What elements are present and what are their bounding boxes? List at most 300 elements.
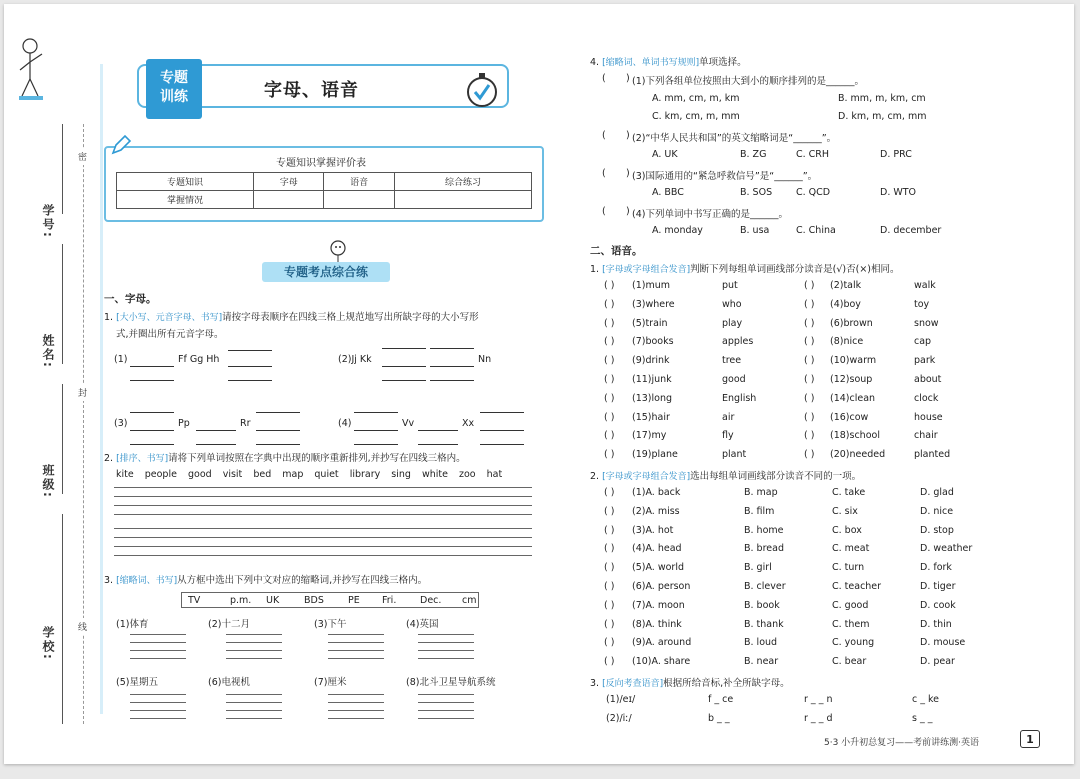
writing-line[interactable] xyxy=(328,642,384,643)
feng-char: 封 xyxy=(78,384,87,401)
answer-paren[interactable]: ( ) xyxy=(604,430,615,442)
word: sing xyxy=(391,469,411,480)
q1-item-label: (1) xyxy=(114,354,128,365)
word-left: (19)plane xyxy=(632,449,678,461)
fill-word[interactable]: r _ _ n xyxy=(804,694,833,705)
blue-margin-bar xyxy=(100,64,103,714)
q3-item: (8)北斗卫星导航系统 xyxy=(406,677,496,688)
xian-char: 线 xyxy=(78,618,87,635)
option-d: D. tiger xyxy=(920,581,956,592)
answer-line[interactable] xyxy=(228,380,272,381)
answer-line[interactable] xyxy=(130,430,174,431)
writing-line[interactable] xyxy=(226,634,282,635)
class-label: 班级: xyxy=(41,464,55,499)
word-right-pair: about xyxy=(914,374,942,385)
answer-paren[interactable]: ( ) xyxy=(804,336,815,348)
writing-line[interactable] xyxy=(226,642,282,643)
q1-item-letters: Vv xyxy=(402,418,415,429)
answer-line[interactable] xyxy=(130,366,174,367)
paren-close: ) xyxy=(626,168,630,179)
writing-line[interactable] xyxy=(418,694,474,695)
pencil-icon xyxy=(110,134,132,160)
option-c: C. young xyxy=(832,637,875,649)
q4-option: A. mm, cm, m, km xyxy=(652,93,740,104)
q1-item-letters: Pp xyxy=(178,418,190,429)
writing-line[interactable] xyxy=(130,710,186,711)
q3-line xyxy=(104,572,427,586)
answer-paren[interactable]: ( ) xyxy=(604,374,615,385)
q3-item: (5)星期五 xyxy=(116,677,158,688)
part2-heading: 二、语音。 xyxy=(590,245,643,257)
p2q1-text: 判断下列每组单词画线部分读音是(√)否(×)相同。 xyxy=(690,264,900,275)
writing-line[interactable] xyxy=(114,537,532,538)
writing-line[interactable] xyxy=(114,487,532,488)
paren-open[interactable]: ( xyxy=(602,206,606,217)
answer-paren[interactable]: ( ) xyxy=(804,411,815,423)
writing-line[interactable] xyxy=(418,634,474,635)
mi-char: 密 xyxy=(78,148,87,165)
name-line xyxy=(62,244,63,364)
answer-paren[interactable]: ( ) xyxy=(604,505,615,517)
word: good xyxy=(187,469,212,480)
q4-stem: (4)下列单词中书写正确的是______。 xyxy=(632,209,788,220)
eval-cell: 字母 xyxy=(254,173,324,191)
q1-item-letters: Xx xyxy=(462,418,475,429)
q4-option: D. december xyxy=(880,225,942,236)
writing-line[interactable] xyxy=(226,718,282,719)
writing-line[interactable] xyxy=(114,528,532,529)
answer-line[interactable] xyxy=(228,366,272,367)
paren-open[interactable]: ( xyxy=(602,130,606,141)
fill-word[interactable]: b _ _ xyxy=(708,713,730,724)
tag-line-1: 专题 xyxy=(160,70,188,86)
answer-line[interactable] xyxy=(256,430,300,431)
option-a: (9)A. around xyxy=(632,637,692,649)
option-d: D. weather xyxy=(920,543,973,555)
footer-text: 5·3 小升初总复习——考前讲练测·英语 xyxy=(824,738,980,748)
word-right-pair: toy xyxy=(914,298,930,310)
q2-tag: [排序、书写] xyxy=(116,454,169,464)
answer-paren[interactable]: ( ) xyxy=(604,543,615,555)
option-a: (10)A. share xyxy=(632,656,691,668)
eval-cell: 综合练习 xyxy=(394,173,531,191)
answer-paren[interactable]: ( ) xyxy=(604,298,615,310)
p2q1-line xyxy=(590,261,899,275)
q4-option: A. UK xyxy=(652,149,678,160)
q4-option: D. WTO xyxy=(880,187,917,198)
q4-text: 单项选择。 xyxy=(699,57,747,68)
q4-option: C. CRH xyxy=(796,149,830,160)
answer-paren[interactable]: ( ) xyxy=(804,280,815,291)
fill-word[interactable]: s _ _ xyxy=(912,713,933,724)
q3-item: (4)英国 xyxy=(406,619,439,630)
writing-line[interactable] xyxy=(226,702,282,703)
word-left-pair: who xyxy=(722,298,742,310)
option-b: B. thank xyxy=(744,618,784,630)
answer-paren[interactable]: ( ) xyxy=(604,618,615,630)
word-left: (5)train xyxy=(632,317,668,329)
option-b: B. loud xyxy=(744,637,778,649)
option-c: C. box xyxy=(832,524,862,536)
q3-num: 3. xyxy=(104,575,114,586)
option-a: (1)A. back xyxy=(632,487,681,498)
option-c: C. bear xyxy=(832,656,867,668)
option-b: B. girl xyxy=(744,562,772,574)
fill-word[interactable]: r _ _ d xyxy=(804,713,833,724)
answer-line[interactable] xyxy=(480,444,524,445)
word-right-pair: planted xyxy=(914,449,951,461)
answer-paren[interactable]: ( ) xyxy=(604,317,615,329)
option-b: B. bread xyxy=(744,543,784,555)
q4-stem: (2)“中华人民共和国”的英文缩略词是“______”。 xyxy=(632,133,837,144)
option-c: C. six xyxy=(832,505,858,517)
answer-line[interactable] xyxy=(354,412,398,413)
q4-option: A. monday xyxy=(652,225,703,236)
paren-close: ) xyxy=(626,73,630,84)
phonetic-symbol: (2)/iː/ xyxy=(606,713,632,724)
writing-line[interactable] xyxy=(130,650,186,651)
option-d: D. fork xyxy=(920,562,952,574)
q4-line xyxy=(590,54,747,68)
writing-line[interactable] xyxy=(130,718,186,719)
q3-tag: [缩略词、书写] xyxy=(116,576,178,586)
abbr: PE xyxy=(348,595,360,606)
answer-paren[interactable]: ( ) xyxy=(604,392,615,404)
p2q1-tag: [字母或字母组合发音] xyxy=(602,265,691,275)
q4-option: C. China xyxy=(796,225,836,236)
abbr: TV xyxy=(188,595,201,606)
writing-line[interactable] xyxy=(328,702,384,703)
option-a: (7)A. moon xyxy=(632,599,685,611)
word-right: (8)nice xyxy=(830,336,864,348)
answer-line[interactable] xyxy=(130,380,174,381)
writing-line[interactable] xyxy=(114,546,532,547)
option-b: B. map xyxy=(744,487,778,498)
answer-paren[interactable]: ( ) xyxy=(604,599,615,611)
writing-line[interactable] xyxy=(130,658,186,659)
q2-num: 2. xyxy=(104,453,114,464)
writing-line[interactable] xyxy=(328,634,384,635)
eval-cell: 掌握情况 xyxy=(117,191,254,209)
p2q2-tag: [字母或字母组合发音] xyxy=(602,472,691,482)
answer-line[interactable] xyxy=(418,444,458,445)
abbreviation-box xyxy=(181,592,479,608)
word: white xyxy=(421,469,448,480)
answer-line[interactable] xyxy=(382,366,426,367)
answer-line[interactable] xyxy=(430,348,474,349)
writing-line[interactable] xyxy=(418,658,474,659)
option-d: D. stop xyxy=(920,524,954,536)
word-right: (18)school xyxy=(830,430,880,442)
q1-text2: 式,并圈出所有元音字母。 xyxy=(116,329,224,340)
word-left: (13)long xyxy=(632,392,673,404)
word-left: (3)where xyxy=(632,298,675,310)
paren-open[interactable]: ( xyxy=(602,168,606,179)
q1-item-label: (3) xyxy=(114,418,128,429)
word-right: (10)warm xyxy=(830,355,877,367)
word-right-pair: walk xyxy=(914,280,936,291)
answer-line[interactable] xyxy=(382,348,426,349)
tag-line-2: 训练 xyxy=(160,89,188,105)
q4-option: A. BBC xyxy=(652,187,684,198)
abbr: UK xyxy=(266,595,280,606)
answer-line[interactable] xyxy=(430,380,474,381)
q2-line xyxy=(104,450,466,464)
option-b: B. near xyxy=(744,656,779,668)
option-b: B. clever xyxy=(744,581,786,592)
part1-heading: 一、字母。 xyxy=(104,293,157,305)
writing-line[interactable] xyxy=(114,555,532,556)
q4-option: B. ZG xyxy=(740,149,767,160)
answer-line[interactable] xyxy=(418,430,458,431)
worksheet-page xyxy=(4,4,1074,764)
answer-paren[interactable]: ( ) xyxy=(604,355,615,367)
p2q1-num: 1. xyxy=(590,264,600,275)
eval-cell[interactable] xyxy=(324,191,394,209)
p2q3-text: 根据所给音标,补全所缺字母。 xyxy=(663,678,790,689)
word-left: (1)mum xyxy=(632,280,670,291)
writing-line[interactable] xyxy=(328,694,384,695)
writing-line[interactable] xyxy=(328,658,384,659)
writing-line[interactable] xyxy=(114,514,532,515)
option-a: (6)A. person xyxy=(632,581,691,592)
q4-stem: (3)国际通用的“紧急呼救信号”是“______”。 xyxy=(632,171,818,182)
option-d: D. cook xyxy=(920,599,956,611)
option-a: (3)A. hot xyxy=(632,524,674,536)
word-right-pair: chair xyxy=(914,430,938,442)
word: bed xyxy=(253,469,272,480)
q4-option: B. usa xyxy=(740,225,770,236)
answer-line[interactable] xyxy=(256,412,300,413)
school-label: 学校: xyxy=(41,626,55,661)
writing-line[interactable] xyxy=(226,694,282,695)
word-left: (17)my xyxy=(632,430,667,442)
option-b: B. home xyxy=(744,524,784,536)
word-right-pair: cap xyxy=(914,336,932,348)
word-left-pair: apples xyxy=(722,336,754,348)
section-title: 专题考点综合练 xyxy=(262,262,390,282)
answer-line[interactable] xyxy=(130,444,174,445)
eval-row xyxy=(117,191,532,209)
word-left-pair: tree xyxy=(722,355,742,367)
option-c: C. take xyxy=(832,487,866,498)
word: kite xyxy=(116,469,134,480)
word-left-pair: good xyxy=(722,374,746,385)
school-line xyxy=(62,514,63,724)
answer-line[interactable] xyxy=(228,350,272,351)
answer-paren[interactable]: ( ) xyxy=(604,411,615,423)
word-left-pair: play xyxy=(722,317,743,329)
q1-text1: 请按字母表顺序在四线三格上规范地写出所缺字母的大小写形 xyxy=(222,312,479,323)
q3-item: (3)下午 xyxy=(314,619,347,630)
option-d: D. glad xyxy=(920,487,954,498)
q1-num: 1. xyxy=(104,312,114,323)
fill-word[interactable]: f _ ce xyxy=(708,694,734,705)
q1-item-label: (2)Jj Kk xyxy=(338,354,372,365)
abbr: p.m. xyxy=(230,595,252,606)
word-left-pair: English xyxy=(722,392,757,404)
writing-line[interactable] xyxy=(418,650,474,651)
answer-paren[interactable]: ( ) xyxy=(604,280,615,291)
answer-paren[interactable]: ( ) xyxy=(804,317,815,329)
answer-line[interactable] xyxy=(130,412,174,413)
word-right: (6)brown xyxy=(830,317,873,329)
writing-line[interactable] xyxy=(130,702,186,703)
q4-option: B. SOS xyxy=(740,187,773,198)
word-right: (16)cow xyxy=(830,411,869,423)
word-left: (9)drink xyxy=(632,355,670,367)
answer-line[interactable] xyxy=(256,444,300,445)
writing-line[interactable] xyxy=(114,496,532,497)
word-right-pair: clock xyxy=(914,392,939,404)
option-d: D. thin xyxy=(920,618,952,630)
q4-option: B. mm, m, km, cm xyxy=(838,93,926,104)
q1-item-letters: Rr xyxy=(240,418,251,429)
eval-cell[interactable] xyxy=(394,191,531,209)
writing-line[interactable] xyxy=(130,642,186,643)
fill-word[interactable]: c _ ke xyxy=(912,694,940,705)
answer-paren[interactable]: ( ) xyxy=(804,392,815,404)
word: library xyxy=(349,469,381,480)
class-line xyxy=(62,384,63,494)
phonetic-symbol: (1)/eɪ/ xyxy=(606,694,636,705)
answer-line[interactable] xyxy=(480,430,524,431)
answer-line[interactable] xyxy=(196,444,236,445)
p2q3-num: 3. xyxy=(590,678,600,689)
answer-paren[interactable]: ( ) xyxy=(804,355,815,367)
answer-line[interactable] xyxy=(382,380,426,381)
eval-cell: 语音 xyxy=(324,173,394,191)
abbr: BDS xyxy=(304,595,324,606)
option-a: (4)A. head xyxy=(632,543,682,555)
word-right: (12)soup xyxy=(830,374,873,385)
writing-line[interactable] xyxy=(328,650,384,651)
word-right: (4)boy xyxy=(830,298,861,310)
answer-paren[interactable]: ( ) xyxy=(804,374,815,385)
answer-line[interactable] xyxy=(354,444,398,445)
option-a: (2)A. miss xyxy=(632,505,680,517)
evaluation-table xyxy=(116,172,532,209)
word-right: (14)clean xyxy=(830,392,876,404)
writing-line[interactable] xyxy=(226,650,282,651)
option-b: B. book xyxy=(744,599,780,611)
word-left-pair: air xyxy=(722,411,735,423)
answer-paren[interactable]: ( ) xyxy=(604,637,615,649)
answer-paren[interactable]: ( ) xyxy=(604,449,615,461)
q3-item: (2)十二月 xyxy=(208,619,250,630)
q4-option: D. PRC xyxy=(880,149,912,160)
option-b: B. film xyxy=(744,505,775,517)
q1-item-letters: Nn xyxy=(478,354,492,365)
writing-line[interactable] xyxy=(328,710,384,711)
p2q3-tag: [反向考查语音] xyxy=(602,679,664,689)
option-c: C. meat xyxy=(832,543,870,555)
option-c: C. good xyxy=(832,599,869,611)
evaluation-caption: 专题知识掌握评价表 xyxy=(276,158,366,169)
option-a: (5)A. world xyxy=(632,562,684,574)
word-right-pair: park xyxy=(914,355,936,367)
answer-line[interactable] xyxy=(430,366,474,367)
p2q2-text: 选出每组单词画线部分读音不同的一项。 xyxy=(690,471,862,482)
word-left: (7)books xyxy=(632,336,674,348)
p2q2-num: 2. xyxy=(590,471,600,482)
writing-line[interactable] xyxy=(418,710,474,711)
page-number: 1 xyxy=(1020,730,1040,748)
p2q2-line xyxy=(590,468,861,482)
writing-line[interactable] xyxy=(418,718,474,719)
eval-row xyxy=(117,173,532,191)
q1-line1 xyxy=(104,309,479,323)
writing-line[interactable] xyxy=(114,505,532,506)
option-d: D. pear xyxy=(920,656,955,668)
eval-cell[interactable] xyxy=(254,191,324,209)
answer-line[interactable] xyxy=(196,430,236,431)
word: quiet xyxy=(314,469,339,480)
word-left-pair: plant xyxy=(722,449,747,461)
writing-line[interactable] xyxy=(226,710,282,711)
q4-stem: (1)下列各组单位按照由大到小的顺序排列的是______。 xyxy=(632,76,864,87)
answer-paren[interactable]: ( ) xyxy=(604,336,615,348)
answer-paren[interactable]: ( ) xyxy=(804,298,815,310)
abbr: Fri. xyxy=(382,595,397,606)
writing-line[interactable] xyxy=(418,702,474,703)
answer-line[interactable] xyxy=(354,430,398,431)
writing-line[interactable] xyxy=(418,642,474,643)
answer-line[interactable] xyxy=(480,412,524,413)
name-label: 姓名: xyxy=(41,334,55,369)
mascot-icon xyxy=(16,34,46,104)
paren-close: ) xyxy=(626,206,630,217)
word-right: (20)needed xyxy=(830,449,886,461)
q3-item: (7)厘米 xyxy=(314,677,347,688)
option-d: D. nice xyxy=(920,505,954,517)
word: people xyxy=(144,469,177,480)
q1-item-label: (4) xyxy=(338,418,352,429)
writing-line[interactable] xyxy=(226,658,282,659)
word-right-pair: house xyxy=(914,411,943,423)
word: hat xyxy=(486,469,503,480)
q3-item: (6)电视机 xyxy=(208,677,250,688)
answer-paren[interactable]: ( ) xyxy=(804,430,815,442)
word: visit xyxy=(222,469,243,480)
q4-option: D. km, m, cm, mm xyxy=(838,111,927,122)
student-number-label: 学号: xyxy=(41,204,55,239)
answer-paren[interactable]: ( ) xyxy=(604,656,615,668)
q1-tag: [大小写、元音字母、书写] xyxy=(116,313,223,323)
word-left-pair: fly xyxy=(722,430,734,442)
word-right-pair: snow xyxy=(914,317,939,329)
writing-line[interactable] xyxy=(130,694,186,695)
word: map xyxy=(282,469,304,480)
answer-paren[interactable]: ( ) xyxy=(804,449,815,461)
p2q3-line xyxy=(590,675,790,689)
writing-line[interactable] xyxy=(328,718,384,719)
paren-open[interactable]: ( xyxy=(602,73,606,84)
q4-tag: [缩略词、单词书写规则] xyxy=(602,58,700,68)
eval-cell: 专题知识 xyxy=(117,173,254,191)
option-c: C. them xyxy=(832,618,870,630)
abbr: cm xyxy=(462,595,477,606)
answer-paren[interactable]: ( ) xyxy=(604,524,615,536)
word: zoo xyxy=(459,469,476,480)
word-right: (2)talk xyxy=(830,280,862,291)
answer-paren[interactable]: ( ) xyxy=(604,581,615,592)
answer-paren[interactable]: ( ) xyxy=(604,562,615,574)
q4-num: 4. xyxy=(590,57,600,68)
word-left: (15)hair xyxy=(632,411,670,423)
answer-paren[interactable]: ( ) xyxy=(604,487,615,498)
writing-line[interactable] xyxy=(130,634,186,635)
